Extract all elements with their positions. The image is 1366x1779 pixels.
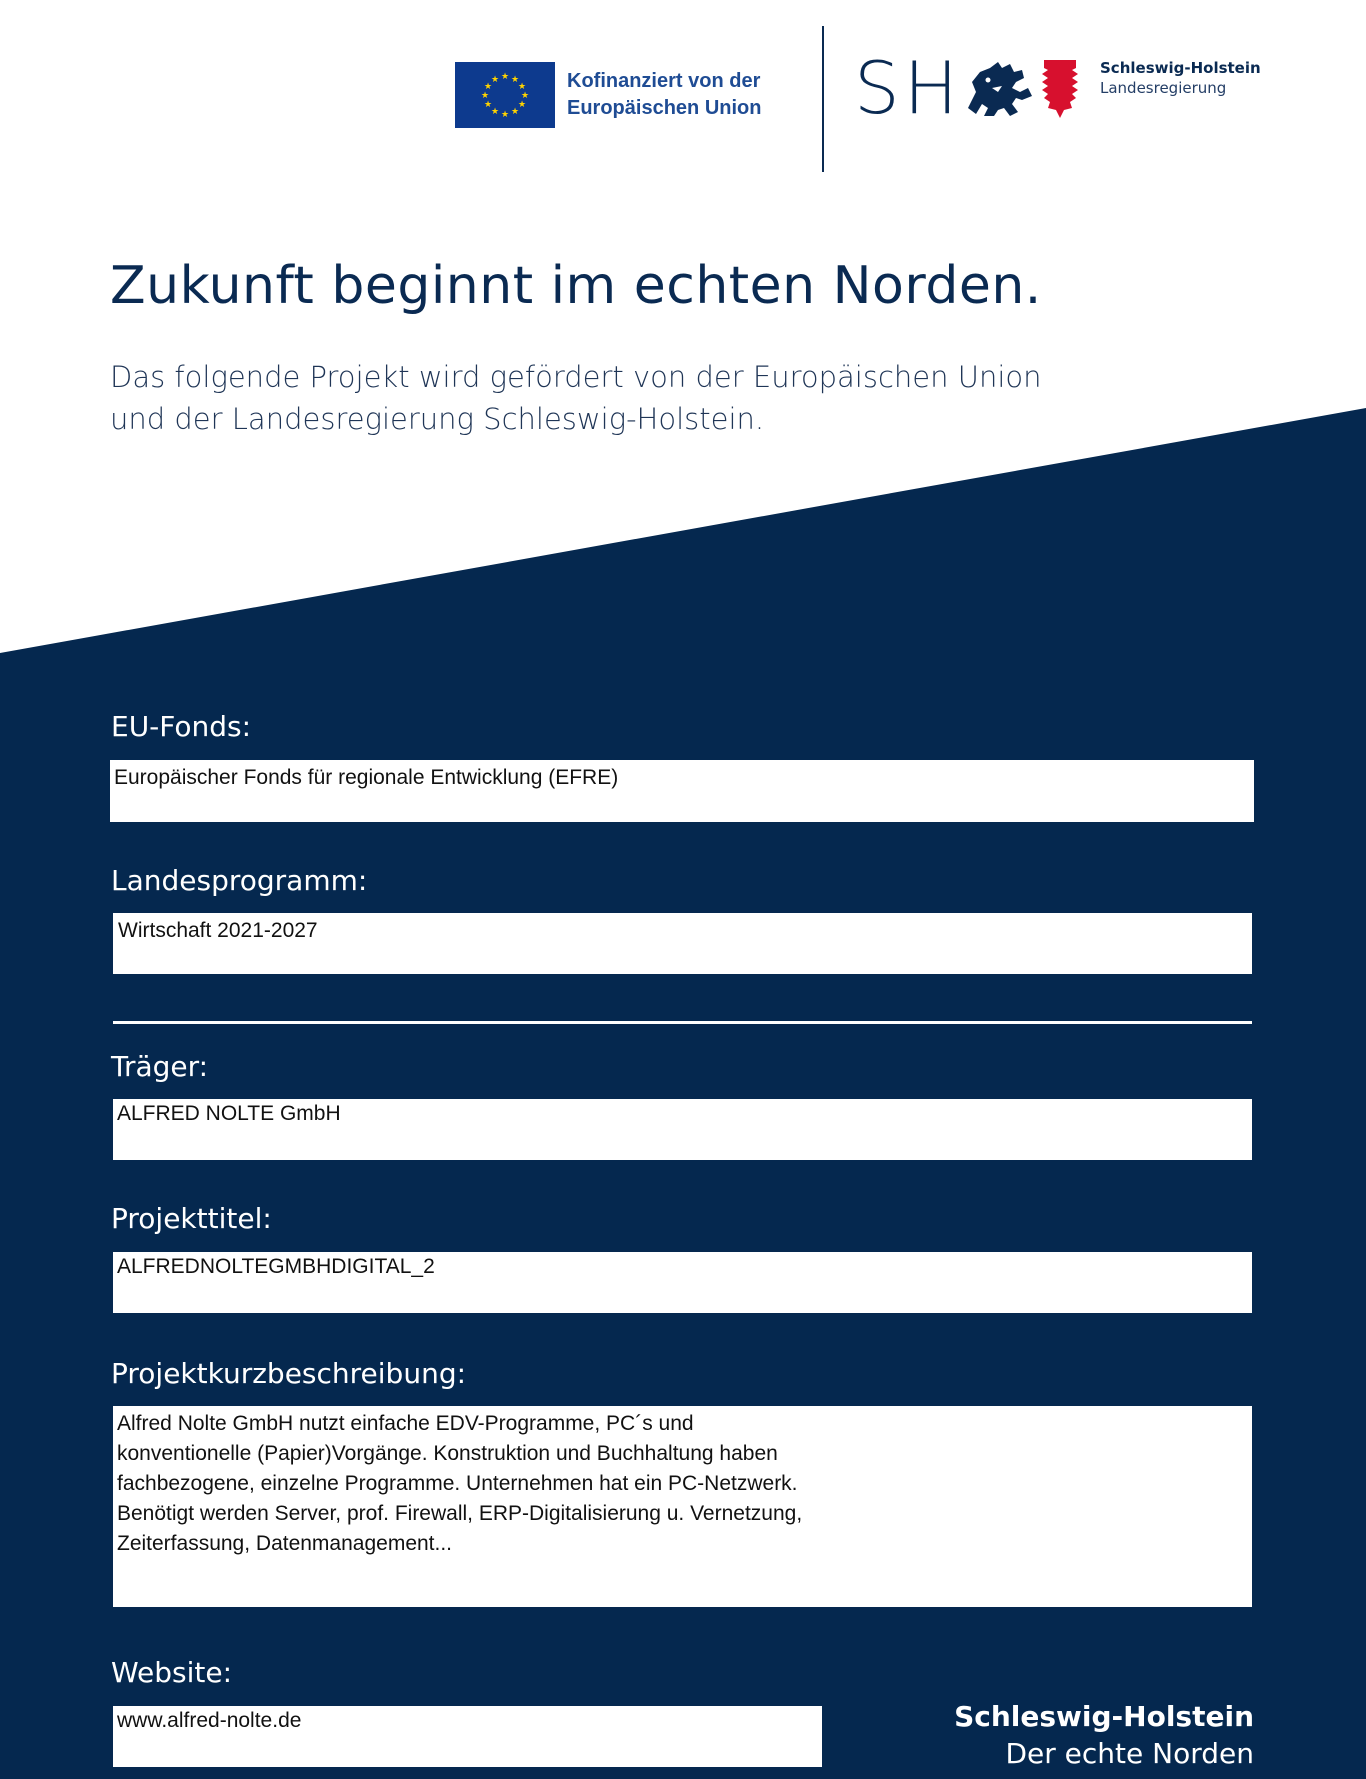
eu-fonds-label: EU-Fonds: bbox=[111, 710, 252, 743]
footer-brand bbox=[954, 1698, 1254, 1772]
description-line: konventionelle (Papier)Vorgänge. Konstruktion und Buchhaltung haben bbox=[117, 1442, 778, 1465]
svg-text:★: ★ bbox=[510, 107, 520, 117]
sh-brand-sub: Landesregierung bbox=[1100, 79, 1227, 97]
footer-brand-name: Schleswig-Holstein bbox=[954, 1700, 1254, 1733]
sh-brand-text bbox=[1100, 58, 1261, 98]
header-divider bbox=[822, 26, 824, 172]
svg-text:★: ★ bbox=[483, 82, 493, 92]
traeger-field: ALFRED NOLTE GmbH bbox=[113, 1099, 1252, 1160]
intro-text bbox=[110, 356, 1110, 440]
landesprogramm-label: Landesprogramm: bbox=[111, 864, 368, 897]
svg-text:★: ★ bbox=[500, 72, 510, 82]
intro-line2: und der Landesregierung Schleswig-Holstein. bbox=[110, 402, 765, 436]
svg-text:★: ★ bbox=[500, 110, 510, 120]
svg-text:★: ★ bbox=[517, 100, 527, 110]
svg-text:★: ★ bbox=[480, 91, 490, 101]
eu-text-line2: Europäischen Union bbox=[567, 97, 762, 119]
description-line: fachbezogene, einzelne Programme. Unternehmen hat ein PC-Netzwerk. bbox=[117, 1472, 798, 1495]
lion-crest-icon bbox=[958, 58, 1036, 120]
eu-fonds-field: Europäischer Fonds für regionale Entwicklung (EFRE) bbox=[110, 760, 1254, 822]
page-headline: Zukunft beginnt im echten Norden. bbox=[110, 256, 1042, 316]
intro-line1: Das folgende Projekt wird gefördert von der Europäischen Union bbox=[110, 360, 1042, 394]
kurzbeschreibung-label: Projektkurzbeschreibung: bbox=[111, 1357, 467, 1390]
svg-text:★: ★ bbox=[490, 75, 500, 85]
eu-text-line1: Kofinanziert von der bbox=[567, 70, 761, 92]
svg-text:★: ★ bbox=[510, 75, 520, 85]
nettle-leaf-icon bbox=[1040, 58, 1080, 120]
eu-cofinance-text bbox=[567, 68, 807, 122]
svg-text:★: ★ bbox=[490, 107, 500, 117]
eu-flag-icon bbox=[455, 62, 555, 128]
website-field[interactable]: www.alfred-nolte.de bbox=[113, 1706, 822, 1767]
description-line: Benötigt werden Server, prof. Firewall, ERP-Digitalisierung u. Vernetzung, bbox=[117, 1502, 803, 1525]
svg-text:★: ★ bbox=[520, 91, 530, 101]
projekttitel-field: ALFREDNOLTEGMBHDIGITAL_2 bbox=[113, 1252, 1252, 1313]
description-line: Alfred Nolte GmbH nutzt einfache EDV-Programme, PC´s und bbox=[117, 1412, 694, 1435]
svg-text:★: ★ bbox=[517, 82, 527, 92]
footer-brand-slogan: Der echte Norden bbox=[1005, 1737, 1254, 1770]
svg-text:★: ★ bbox=[483, 100, 493, 110]
projekttitel-label: Projekttitel: bbox=[111, 1202, 272, 1235]
section-divider bbox=[113, 1021, 1252, 1024]
sh-logo-letters: SH bbox=[854, 46, 962, 130]
website-label: Website: bbox=[111, 1656, 233, 1689]
description-line: Zeiterfassung, Datenmanagement... bbox=[117, 1532, 453, 1555]
traeger-label: Träger: bbox=[111, 1050, 209, 1083]
kurzbeschreibung-field bbox=[113, 1406, 1252, 1607]
landesprogramm-field: Wirtschaft 2021-2027 bbox=[113, 913, 1252, 974]
sh-brand-name: Schleswig-Holstein bbox=[1100, 59, 1261, 77]
